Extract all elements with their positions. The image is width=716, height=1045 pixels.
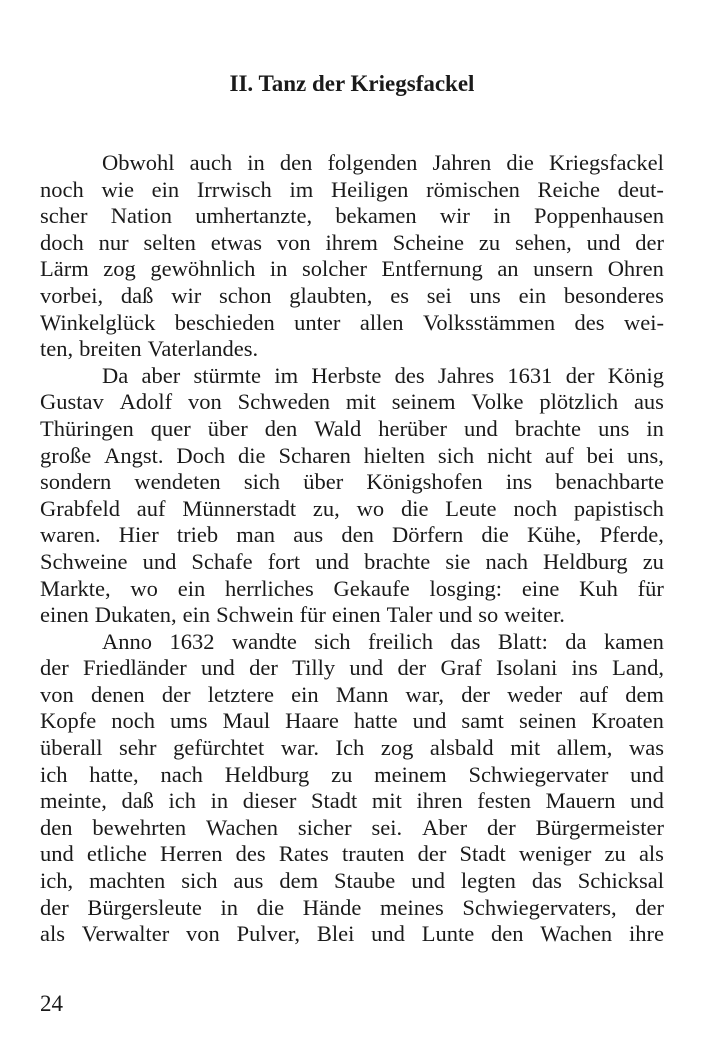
text-line: Winkelglück beschieden unter allen Volksstämmen des wei-	[40, 309, 664, 335]
page-number: 24	[40, 991, 63, 1016]
text-line: Lärm zog gewöhnlich in solcher Entfernung an unsern Ohren	[40, 256, 664, 282]
text-line: ten, breiten Vaterlandes.	[40, 336, 259, 362]
text-line: Obwohl auch in den folgenden Jahren die Kriegsfackel	[102, 150, 664, 175]
text-line: ich, machten sich aus dem Staube und legten das Schicksal	[40, 868, 664, 894]
body-text	[40, 150, 664, 948]
book-page	[40, 0, 664, 1045]
text-line: ich hatte, nach Heldburg zu meinem Schwiegervater und	[40, 761, 664, 787]
text-line: Da aber stürmte im Herbste des Jahres 1631 der König	[102, 362, 664, 388]
text-line: überall sehr gefürchtet war. Ich zog alsbald mit allem, was	[40, 735, 664, 761]
chapter-title: II. Tanz der Kriegsfackel	[229, 71, 475, 96]
text-line: und etliche Herren des Rates trauten der Stadt weniger zu als	[40, 841, 664, 867]
text-line: Anno 1632 wandte sich freilich das Blatt: da kamen	[102, 628, 664, 654]
text-line: Schweine und Schafe fort und brachte sie nach Heldburg zu	[40, 548, 664, 574]
text-line: waren. Hier trieb man aus den Dörfern die Kühe, Pferde,	[40, 522, 664, 548]
text-line: sondern wendeten sich über Königshofen ins benachbarte	[40, 469, 664, 495]
text-line: einen Dukaten, ein Schwein für einen Taler und so weiter.	[40, 602, 565, 628]
text-line: doch nur selten etwas von ihrem Scheine zu sehen, und der	[40, 229, 664, 255]
text-line: als Verwalter von Pulver, Blei und Lunte den Wachen ihre	[40, 921, 664, 947]
text-line: noch wie ein Irrwisch im Heiligen römischen Reiche deut-	[40, 176, 664, 202]
text-line: Gustav Adolf von Schweden mit seinem Volke plötzlich aus	[40, 389, 664, 415]
text-line: Thüringen quer über den Wald herüber und brachte uns in	[40, 415, 664, 441]
text-line: von denen der letztere ein Mann war, der weder auf dem	[40, 681, 664, 707]
text-line: scher Nation umhertanzte, bekamen wir in Poppenhausen	[40, 203, 664, 229]
text-line: Kopfe noch ums Maul Haare hatte und samt seinen Kroaten	[40, 708, 664, 734]
text-line: große Angst. Doch die Scharen hielten sich nicht auf bei uns,	[40, 442, 664, 468]
text-line: meinte, daß ich in dieser Stadt mit ihren festen Mauern und	[40, 788, 664, 814]
text-line: der Bürgersleute in die Hände meines Schwiegervaters, der	[40, 894, 664, 920]
text-line: Grabfeld auf Münnerstadt zu, wo die Leute noch papistisch	[40, 495, 664, 521]
text-line: Markte, wo ein herrliches Gekaufe losging: eine Kuh für	[40, 575, 664, 601]
text-line: vorbei, daß wir schon glaubten, es sei uns ein besonderes	[40, 282, 664, 308]
text-line: den bewehrten Wachen sicher sei. Aber der Bürgermeister	[40, 814, 664, 840]
text-line: der Friedländer und der Tilly und der Graf Isolani ins Land,	[40, 655, 664, 681]
